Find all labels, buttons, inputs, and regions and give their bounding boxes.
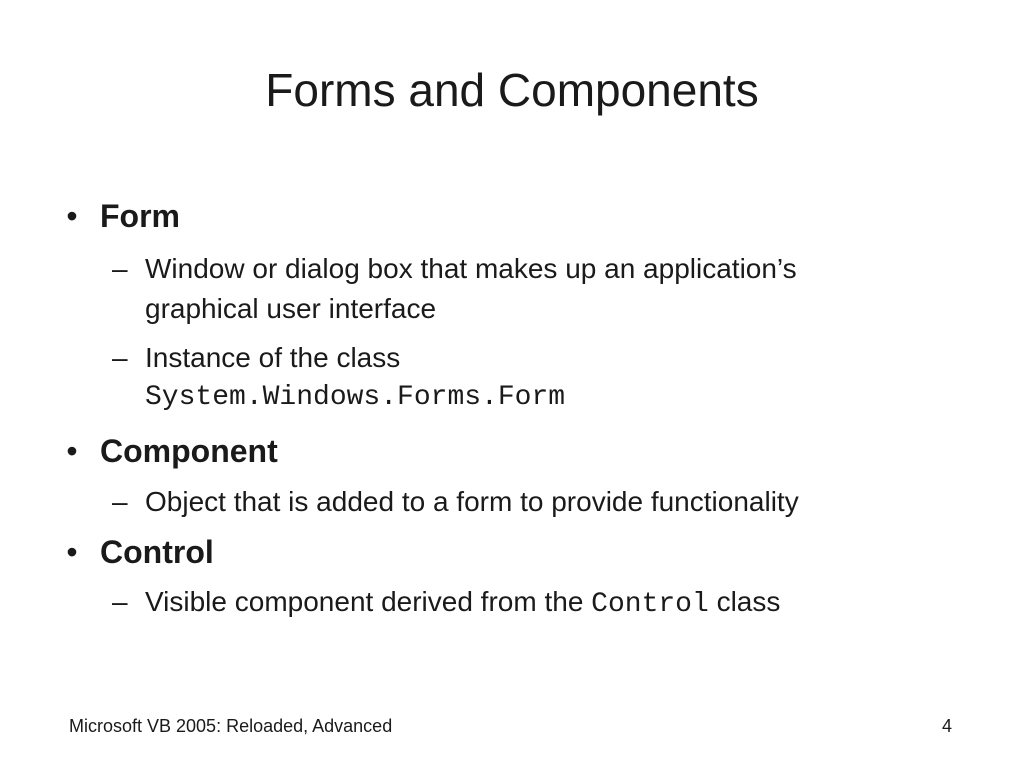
dash-icon: –: [112, 253, 128, 284]
bullet-icon: •: [66, 534, 78, 570]
footer-course-title: Microsoft VB 2005: Reloaded, Advanced: [69, 716, 393, 736]
bullet-label: Form: [100, 198, 180, 234]
bullet-label: Component: [100, 433, 278, 469]
bullet-icon: •: [66, 198, 78, 234]
dash-icon: –: [112, 486, 128, 517]
sub-item-text: Instance of the class: [145, 342, 401, 373]
dash-icon: –: [112, 342, 128, 373]
bullet-label: Control: [100, 534, 214, 570]
sub-item-text-after: class: [716, 586, 781, 617]
code-text: System.Windows.Forms.Form: [145, 382, 566, 413]
page-number: 4: [941, 716, 952, 736]
sub-item-text: graphical user interface: [145, 293, 437, 324]
sub-item-text: Window or dialog box that makes up an application’s: [145, 253, 797, 284]
bullet-icon: •: [66, 433, 78, 469]
sub-item-text-before: Visible component derived from the: [145, 586, 584, 617]
dash-icon: –: [112, 586, 128, 617]
sub-item-text: Object that is added to a form to provide functionality: [145, 486, 799, 517]
code-text: Control: [591, 589, 709, 620]
slide-title: Forms and Components: [265, 64, 759, 116]
sub-item-text: [145, 582, 780, 625]
